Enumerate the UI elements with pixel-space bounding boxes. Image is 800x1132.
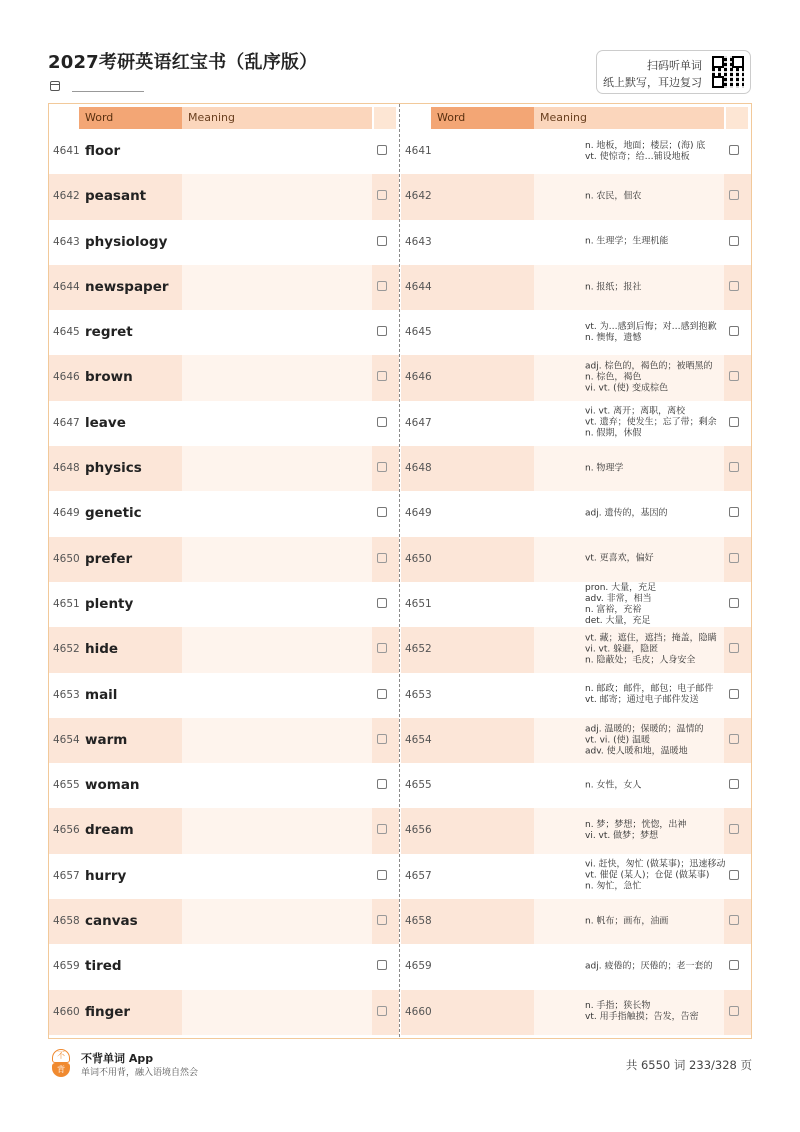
word-number: 4653 <box>53 688 80 701</box>
checkbox[interactable] <box>729 734 739 744</box>
app-slogan: 单词不用背，融入语境自然会 <box>81 1068 199 1078</box>
page-count: 共 6550 词 233/328 页 <box>625 1058 752 1072</box>
word-number: 4649 <box>405 507 432 520</box>
word-number: 4644 <box>405 280 432 293</box>
meaning-cell[interactable] <box>182 944 372 989</box>
word-number: 4655 <box>53 779 80 792</box>
table-row <box>49 718 399 763</box>
date-blank-line <box>72 91 144 92</box>
table-row <box>49 582 399 627</box>
checkbox[interactable] <box>729 824 739 834</box>
checkbox[interactable] <box>377 960 387 970</box>
word-number: 4651 <box>53 597 80 610</box>
word-text: regret <box>85 324 133 341</box>
meaning-cell[interactable] <box>182 808 372 853</box>
table-row <box>401 899 751 944</box>
word-number: 4650 <box>53 552 80 565</box>
word-number: 4656 <box>405 824 432 837</box>
left-table-header <box>49 107 399 129</box>
word-text: plenty <box>85 595 134 612</box>
word-number: 4645 <box>405 326 432 339</box>
word-number: 4654 <box>53 733 80 746</box>
page-title: 2027考研英语红宝书（乱序版） <box>48 52 318 73</box>
table-row <box>49 491 399 536</box>
word-text: mail <box>85 686 118 703</box>
table-row <box>49 899 399 944</box>
checkbox[interactable] <box>377 643 387 653</box>
meaning-cell[interactable] <box>182 401 372 446</box>
meaning-cell[interactable] <box>182 220 372 265</box>
meaning-text: n. 女性，女人 <box>585 780 642 791</box>
word-text: prefer <box>85 550 133 567</box>
qr-promo[interactable] <box>596 50 751 94</box>
word-number: 4643 <box>405 235 432 248</box>
checkbox[interactable] <box>377 553 387 563</box>
word-text: canvas <box>85 913 138 930</box>
qr-line-2: 纸上默写，耳边复习 <box>603 76 702 89</box>
word-number: 4641 <box>53 145 80 157</box>
meaning-text: adj. 棕色的，褐色的；被晒黑的 n. 棕色，褐色 vi. vt. (使) 变成棕色 <box>585 361 713 394</box>
word-number: 4648 <box>405 462 432 475</box>
word-number: 4659 <box>405 960 432 973</box>
word-text: peasant <box>85 188 147 205</box>
fold-divider <box>399 104 400 1037</box>
checkbox[interactable] <box>729 779 739 789</box>
word-number: 4643 <box>53 235 80 248</box>
meaning-cell[interactable] <box>182 990 372 1035</box>
checkbox[interactable] <box>377 507 387 517</box>
word-number: 4658 <box>405 915 432 928</box>
table-row <box>49 808 399 853</box>
word-number: 4660 <box>53 1005 80 1018</box>
word-text: leave <box>85 414 126 431</box>
qr-line-1: 扫码听单词 <box>647 59 702 72</box>
app-name: 不背单词 App <box>81 1052 154 1065</box>
meaning-cell[interactable] <box>182 582 372 627</box>
meaning-text: vt. 为…感到后悔；对…感到抱歉 n. 懊悔，遗憾 <box>585 321 717 343</box>
meaning-text: vi. vt. 离开；离职，离校 vt. 遗弃；使发生；忘了带；剩余 n. 假期，休假 <box>585 406 717 439</box>
checkbox[interactable] <box>377 915 387 925</box>
meaning-text: n. 地板，地面；楼层；(海) 底 vt. 使惊奇；给…铺设地板 <box>585 140 706 162</box>
word-number: 4646 <box>405 371 432 384</box>
word-number: 4648 <box>53 462 80 475</box>
checkbox[interactable] <box>377 1006 387 1016</box>
checkbox[interactable] <box>729 462 739 472</box>
word-number: 4646 <box>53 371 80 384</box>
meaning-cell[interactable] <box>182 899 372 944</box>
word-text: woman <box>85 777 140 794</box>
left-rows <box>49 129 399 1035</box>
word-number: 4657 <box>53 869 80 882</box>
table-row <box>401 718 751 763</box>
word-number: 4655 <box>405 779 432 792</box>
word-number: 4641 <box>405 145 432 157</box>
table-row <box>49 944 399 989</box>
header-word: Word <box>431 107 534 129</box>
checkbox[interactable] <box>729 915 739 925</box>
meaning-cell[interactable] <box>182 627 372 672</box>
table-row <box>49 627 399 672</box>
meaning-cell[interactable] <box>182 129 372 174</box>
table-row <box>401 220 751 265</box>
meaning-text: adj. 温暖的；保暖的；温情的 vt. vi. (使) 温暖 adv. 使人暖和地，温暖地 <box>585 724 704 756</box>
meaning-cell[interactable] <box>182 673 372 718</box>
table-row <box>49 854 399 899</box>
meaning-text: n. 邮政；邮件，邮包；电子邮件 vt. 邮寄；通过电子邮件发送 <box>585 684 714 706</box>
word-number: 4642 <box>405 190 432 203</box>
word-number: 4652 <box>405 643 432 656</box>
checkbox[interactable] <box>377 190 387 200</box>
table-row <box>401 310 751 355</box>
checkbox[interactable] <box>377 417 387 427</box>
word-number: 4657 <box>405 869 432 882</box>
meaning-cell[interactable] <box>182 174 372 219</box>
meaning-cell[interactable] <box>182 718 372 763</box>
checkbox[interactable] <box>377 779 387 789</box>
word-text: warm <box>85 731 128 748</box>
meaning-text: n. 物理学 <box>585 463 624 474</box>
meaning-cell[interactable] <box>182 763 372 808</box>
checkbox[interactable] <box>377 326 387 336</box>
word-number: 4644 <box>53 280 80 293</box>
checkbox[interactable] <box>729 553 739 563</box>
word-number: 4651 <box>405 597 432 610</box>
word-number: 4656 <box>53 824 80 837</box>
table-row <box>49 446 399 491</box>
checkbox[interactable] <box>377 598 387 608</box>
table-row <box>401 854 751 899</box>
checkbox[interactable] <box>729 689 739 699</box>
word-number: 4645 <box>53 326 80 339</box>
word-number: 4649 <box>53 507 80 520</box>
checkbox[interactable] <box>377 870 387 880</box>
table-row <box>49 265 399 310</box>
table-row <box>401 129 751 174</box>
word-text: brown <box>85 369 133 386</box>
header-check <box>726 107 748 129</box>
table-row <box>401 673 751 718</box>
meaning-cell[interactable] <box>182 491 372 536</box>
checkbox[interactable] <box>729 507 739 517</box>
meaning-text: n. 生理学；生理机能 <box>585 236 669 247</box>
checkbox[interactable] <box>729 417 739 427</box>
word-number: 4647 <box>405 416 432 429</box>
table-row <box>401 763 751 808</box>
word-number: 4658 <box>53 915 80 928</box>
word-number: 4647 <box>53 416 80 429</box>
word-text: newspaper <box>85 278 169 295</box>
vocab-sheet <box>48 103 752 1039</box>
meaning-text: n. 梦；梦想；恍惚，出神 vi. vt. 做梦；梦想 <box>585 820 687 842</box>
meaning-cell[interactable] <box>182 854 372 899</box>
word-text: dream <box>85 822 134 839</box>
checkbox[interactable] <box>377 462 387 472</box>
table-row <box>401 265 751 310</box>
checkbox[interactable] <box>729 870 739 880</box>
word-text: physiology <box>85 233 168 250</box>
checkbox[interactable] <box>377 689 387 699</box>
right-table-header <box>401 107 751 129</box>
table-row <box>49 401 399 446</box>
checkbox[interactable] <box>377 734 387 744</box>
word-number: 4654 <box>405 733 432 746</box>
word-text: physics <box>85 460 142 477</box>
checkbox[interactable] <box>729 371 739 381</box>
meaning-text: n. 帆布；画布，油画 <box>585 916 669 927</box>
table-row <box>401 174 751 219</box>
word-text: hide <box>85 641 119 658</box>
checkbox[interactable] <box>729 643 739 653</box>
checkbox[interactable] <box>729 145 739 155</box>
table-row <box>49 355 399 400</box>
table-row <box>401 401 751 446</box>
table-row <box>401 944 751 989</box>
checkbox[interactable] <box>729 326 739 336</box>
table-row <box>49 990 399 1035</box>
checkbox[interactable] <box>377 236 387 246</box>
logo-bottom: 背 <box>52 1063 70 1077</box>
word-number: 4652 <box>53 643 80 656</box>
word-column <box>49 104 399 1037</box>
checkbox[interactable] <box>729 190 739 200</box>
table-row <box>401 582 751 627</box>
checkbox[interactable] <box>729 1006 739 1016</box>
table-row <box>49 220 399 265</box>
meaning-text: adj. 疲倦的；厌倦的；老一套的 <box>585 961 713 972</box>
word-number: 4659 <box>53 960 80 973</box>
word-number: 4650 <box>405 552 432 565</box>
meaning-cell[interactable] <box>182 310 372 355</box>
meaning-text: vt. 更喜欢，偏好 <box>585 553 654 564</box>
table-row <box>401 355 751 400</box>
table-row <box>49 129 399 174</box>
word-text: genetic <box>85 505 142 522</box>
checkbox[interactable] <box>377 281 387 291</box>
checkbox[interactable] <box>377 371 387 381</box>
checkbox[interactable] <box>729 960 739 970</box>
header-meaning: Meaning <box>182 107 372 129</box>
word-text: finger <box>85 1003 131 1020</box>
logo-top: 不 <box>52 1049 70 1063</box>
word-text: hurry <box>85 867 127 884</box>
meaning-text: n. 报纸；报社 <box>585 282 642 293</box>
header-check <box>374 107 396 129</box>
meaning-text: pron. 大量，充足 adv. 非常，相当 n. 富裕，充裕 det. 大量，充足 <box>585 582 657 626</box>
meaning-cell[interactable] <box>182 265 372 310</box>
qr-code-icon[interactable] <box>712 56 744 88</box>
word-text: tired <box>85 958 122 975</box>
meaning-cell[interactable] <box>182 446 372 491</box>
meaning-text: n. 手指；狭长物 vt. 用手指触摸；告发，告密 <box>585 1001 699 1023</box>
app-logo <box>50 1049 72 1077</box>
table-row <box>49 537 399 582</box>
meaning-cell[interactable] <box>182 537 372 582</box>
meaning-text: adj. 遗传的，基因的 <box>585 508 668 519</box>
word-number: 4653 <box>405 688 432 701</box>
table-row <box>49 673 399 718</box>
meaning-text: vt. 藏；遮住，遮挡；掩盖，隐瞒 vi. vt. 躲避，隐匿 n. 隐蔽处；毛皮；人身安全 <box>585 633 717 666</box>
table-row <box>49 310 399 355</box>
header-meaning: Meaning <box>534 107 724 129</box>
meaning-cell[interactable] <box>182 355 372 400</box>
checkbox[interactable] <box>377 145 387 155</box>
word-text: floor <box>85 143 121 159</box>
table-row <box>401 990 751 1035</box>
word-number: 4642 <box>53 190 80 203</box>
table-row <box>401 537 751 582</box>
calendar-icon <box>50 81 60 91</box>
meaning-text: vi. 赶快，匆忙 (做某事)；迅速移动 vt. 催促 (某人)；仓促 (做某事) n. 匆忙，急忙 <box>585 859 726 892</box>
checkbox[interactable] <box>729 281 739 291</box>
header-word: Word <box>79 107 182 129</box>
word-number: 4660 <box>405 1005 432 1018</box>
right-rows <box>401 129 751 1035</box>
table-row <box>401 491 751 536</box>
meaning-column <box>401 104 751 1037</box>
checkbox[interactable] <box>729 598 739 608</box>
checkbox[interactable] <box>729 236 739 246</box>
table-row <box>401 808 751 853</box>
table-row <box>49 174 399 219</box>
checkbox[interactable] <box>377 824 387 834</box>
table-row <box>401 446 751 491</box>
table-row <box>49 763 399 808</box>
table-row <box>401 627 751 672</box>
meaning-text: n. 农民，佃农 <box>585 191 642 202</box>
